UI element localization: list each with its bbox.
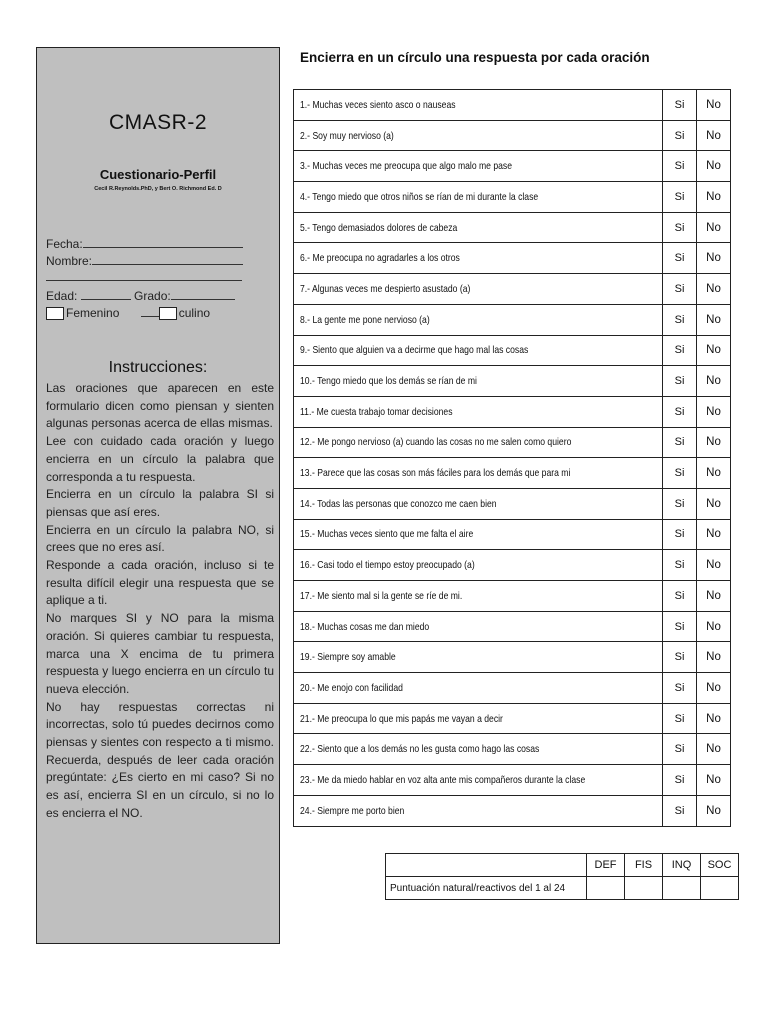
answer-no[interactable]: No [697,212,731,243]
answer-si[interactable]: Si [663,90,697,121]
question-label: 22.- Siento que a los demás no les gusta como hago las cosas [300,743,540,756]
instrucciones-title: Instrucciones: [108,359,208,376]
score-row-label: Puntuación natural/reactivos del 1 al 24 [386,877,587,900]
question-label: 19.- Siempre soy amable [300,651,396,664]
answer-no[interactable]: No [697,611,731,642]
answer-no[interactable]: No [697,703,731,734]
answer-si[interactable]: Si [663,120,697,151]
question-label: 14.- Todas las personas que conozco me caen bien [300,497,497,510]
instruccion-paragraph: Encierra en un círculo la palabra NO, si crees que no eres así. [46,522,274,555]
answer-no[interactable]: No [697,795,731,826]
question-row [294,581,731,612]
masculino-label: culino [178,306,211,320]
question-text [294,366,663,397]
fecha-line[interactable] [83,236,243,248]
score-header-inq: INQ [663,854,701,877]
question-label: 8.- La gente me pone nervioso (a) [300,313,430,326]
question-text [294,642,663,673]
question-row [294,458,731,489]
question-row [294,703,731,734]
question-text [294,304,663,335]
answer-si[interactable]: Si [663,795,697,826]
answer-no[interactable]: No [697,90,731,121]
answer-no[interactable]: No [697,304,731,335]
question-row [294,304,731,335]
answer-no[interactable]: No [697,120,731,151]
score-fis-cell[interactable] [625,877,663,900]
answer-si[interactable]: Si [663,734,697,765]
question-row [294,488,731,519]
answer-si[interactable]: Si [663,366,697,397]
answer-no[interactable]: No [697,396,731,427]
answer-no[interactable]: No [697,550,731,581]
question-row [294,427,731,458]
masculino-checkbox[interactable] [159,307,177,320]
answer-si[interactable]: Si [663,396,697,427]
fecha-field[interactable] [46,236,243,251]
question-label: 16.- Casi todo el tiempo estoy preocupado (a) [300,559,475,572]
question-row [294,182,731,213]
instrucciones-text [46,380,274,823]
question-text [294,427,663,458]
edad-label: Edad: [46,289,78,303]
answer-si[interactable]: Si [663,550,697,581]
question-text [294,611,663,642]
question-row [294,366,731,397]
nombre-line-2[interactable] [46,269,242,284]
answer-no[interactable]: No [697,182,731,213]
question-row [294,396,731,427]
score-header-empty [386,854,587,877]
nombre-label: Nombre: [46,254,93,268]
answer-no[interactable]: No [697,642,731,673]
question-label: 18.- Muchas cosas me dan miedo [300,620,430,633]
answer-si[interactable]: Si [663,304,697,335]
question-row [294,151,731,182]
question-label: 6.- Me preocupa no agradarles a los otros [300,252,460,265]
question-label: 4.- Tengo miedo que otros niños se rían de mi durante la clase [300,190,539,203]
answer-no[interactable]: No [697,519,731,550]
score-inq-cell[interactable] [663,877,701,900]
question-label: 7.- Algunas veces me despierto asustado (a) [300,282,471,295]
answer-si[interactable]: Si [663,243,697,274]
score-value-row [386,877,739,900]
femenino-checkbox[interactable] [46,307,64,320]
question-label: 3.- Muchas veces me preocupa que algo malo me pase [300,160,513,173]
question-text [294,90,663,121]
instruccion-paragraph: Responde a cada oración, incluso si te resulta difícil elegir una respuesta que se aplique a ti. [46,558,274,608]
femenino-label: Femenino [66,306,120,320]
answer-no[interactable]: No [697,427,731,458]
question-row [294,550,731,581]
page-heading: Encierra en un círculo una respuesta por cada oración [300,50,650,65]
sexo-field [46,305,210,320]
answer-no[interactable]: No [697,581,731,612]
answer-no[interactable]: No [697,151,731,182]
instruccion-paragraph: Las oraciones que aparecen en este formulario dicen como piensan y sienten algunas personas acerca de ellas mismas. [46,381,274,431]
form-subtitle: Cuestionario-Perfil [99,167,217,182]
question-row [294,734,731,765]
question-label: 1.- Muchas veces siento asco o nauseas [300,98,456,111]
info-panel [36,47,280,944]
question-text [294,673,663,704]
answer-si[interactable]: Si [663,581,697,612]
question-label: 17.- Me siento mal si la gente se ríe de mi. [300,589,463,602]
question-label: 2.- Soy muy nervioso (a) [300,129,394,142]
question-text [294,212,663,243]
question-label: 12.- Me pongo nervioso (a) cuando las cosas no me salen como quiero [300,436,572,449]
question-row [294,642,731,673]
answer-si[interactable]: Si [663,519,697,550]
answer-no[interactable]: No [697,458,731,489]
instruccion-paragraph: Encierra en un círculo la palabra SI si piensas que así eres. [46,487,274,519]
answer-si[interactable]: Si [663,274,697,305]
nombre-line[interactable] [92,253,243,265]
answer-no[interactable]: No [697,335,731,366]
score-header-row [386,854,739,877]
answer-si[interactable]: Si [663,182,697,213]
score-table [385,853,739,900]
question-label: 21.- Me preocupa lo que mis papás me vayan a decir [300,712,503,725]
form-authors: Cecil R.Reynolds.PhD, y Bert O. Richmond Ed. D [94,186,222,192]
answer-si[interactable]: Si [663,151,697,182]
question-text [294,734,663,765]
question-row [294,765,731,796]
question-row [294,90,731,121]
answer-no[interactable]: No [697,488,731,519]
question-row [294,120,731,151]
question-text [294,274,663,305]
question-label: 10.- Tengo miedo que los demás se rían de mi [300,375,477,388]
question-text [294,151,663,182]
question-text [294,765,663,796]
grado-line[interactable] [171,288,235,300]
answer-si[interactable]: Si [663,212,697,243]
questions-table [293,89,731,827]
answer-no[interactable]: No [697,366,731,397]
question-text [294,550,663,581]
answer-si[interactable]: Si [663,488,697,519]
question-row [294,795,731,826]
question-text [294,243,663,274]
answer-no[interactable]: No [697,274,731,305]
fecha-label: Fecha: [46,237,83,251]
score-header-fis: FIS [625,854,663,877]
answer-si[interactable]: Si [663,642,697,673]
question-row [294,243,731,274]
question-row [294,611,731,642]
score-header-soc: SOC [701,854,739,877]
question-label: 23.- Me da miedo hablar en voz alta ante mis compañeros durante la clase [300,773,586,786]
score-def-cell[interactable] [587,877,625,900]
question-label: 5.- Tengo demasiados dolores de cabeza [300,221,458,234]
question-text [294,795,663,826]
score-soc-cell[interactable] [701,877,739,900]
question-text [294,488,663,519]
question-row [294,519,731,550]
question-label: 13.- Parece que las cosas son más fáciles para los demás que para mi [300,467,571,480]
question-row [294,212,731,243]
edad-line[interactable] [81,288,131,300]
question-text [294,581,663,612]
question-label: 9.- Siento que alguien va a decirme que hago mal las cosas [300,344,529,357]
form-title: CMASR-2 [108,111,207,134]
question-text [294,182,663,213]
question-text [294,396,663,427]
answer-no[interactable]: No [697,673,731,704]
answer-si[interactable]: Si [663,611,697,642]
edad-grado-field[interactable] [46,288,235,303]
question-row [294,274,731,305]
answer-si[interactable]: Si [663,703,697,734]
answer-si[interactable]: Si [663,427,697,458]
answer-si[interactable]: Si [663,458,697,489]
grado-label: Grado: [134,289,171,303]
question-text [294,335,663,366]
answer-si[interactable]: Si [663,765,697,796]
answer-no[interactable]: No [697,243,731,274]
question-text [294,519,663,550]
question-row [294,673,731,704]
answer-si[interactable]: Si [663,335,697,366]
question-row [294,335,731,366]
question-label: 24.- Siempre me porto bien [300,804,405,817]
question-text [294,703,663,734]
question-text [294,120,663,151]
score-header-def: DEF [587,854,625,877]
nombre-field[interactable] [46,253,243,268]
instruccion-paragraph: No marques SI y NO para la misma oración. Si quieres cambiar tu respuesta, marca una X encima de tu primera respuesta y luego encierra en un círculo tu nueva elección. [46,611,274,696]
instruccion-paragraph: No hay respuestas correctas ni incorrectas, solo tú puedes decirnos como piensas y sientes con respecto a ti mismo. Recuerda, después de leer cada oración pregúntate: ¿Es cierto en mi caso? Si no es así, encierra SI en un círculo, si no lo es encierra el NO. [46,699,274,820]
question-text [294,458,663,489]
answer-no[interactable]: No [697,765,731,796]
question-label: 20.- Me enojo con facilidad [300,681,403,694]
instruccion-paragraph: Lee con cuidado cada oración y luego encierra en un círculo la palabra que corresponda a tu respuesta. [46,434,274,484]
question-label: 11.- Me cuesta trabajo tomar decisiones [300,405,453,418]
answer-no[interactable]: No [697,734,731,765]
question-label: 15.- Muchas veces siento que me falta el aire [300,528,474,541]
answer-si[interactable]: Si [663,673,697,704]
